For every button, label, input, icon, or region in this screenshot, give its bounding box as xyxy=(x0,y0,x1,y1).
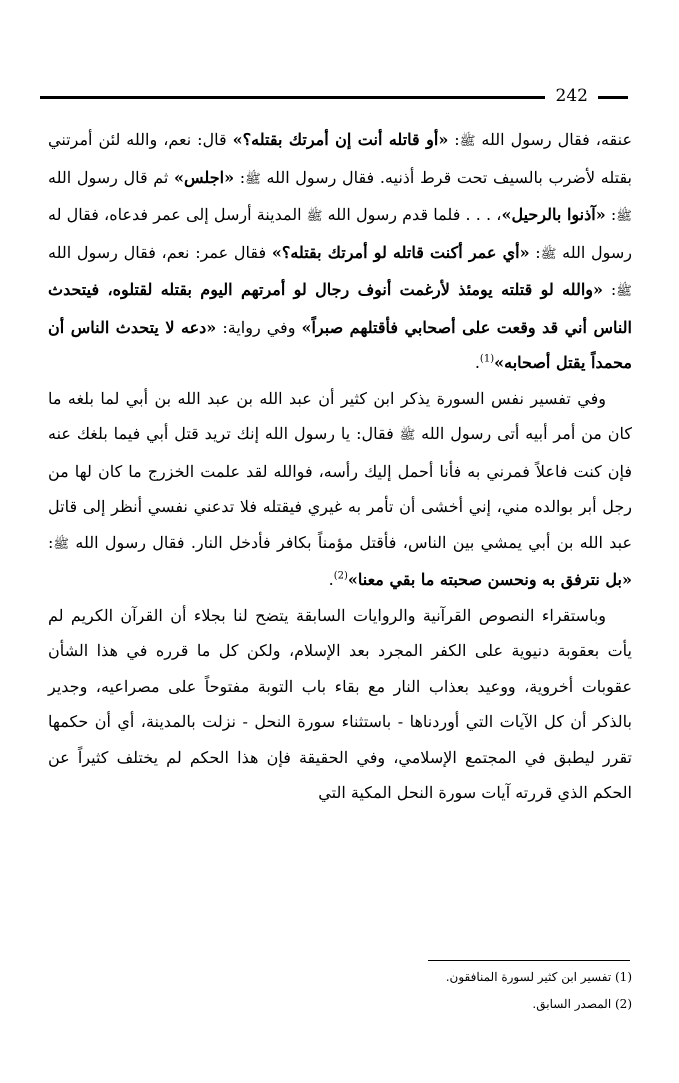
text: عنقه، فقال رسول الله xyxy=(475,130,632,149)
hadith-quote: «أو قاتله أنت إن أمرتك بقتله؟» xyxy=(232,130,449,149)
paragraph-2 xyxy=(48,381,632,598)
text: : xyxy=(605,205,617,224)
text: . xyxy=(328,570,334,589)
hadith-quote: «والله لو قتلته يومئذ لأرغمت أنوف رجال لو أمرتهم اليوم بقتله لقتلوه، فيتحدث الناس أني قد وقعت على أصحابي فأقتلهم صبراً» xyxy=(48,280,632,337)
salla-symbol: ﷺ xyxy=(53,536,70,552)
footnotes xyxy=(48,964,632,1018)
salla-symbol: ﷺ xyxy=(616,284,632,299)
paragraph-1 xyxy=(48,122,632,381)
text: المدينة أرسل إلى عمر فدعاه، فقال له رسول الله xyxy=(48,205,633,262)
footnote-1: (1) تفسير ابن كثير لسورة المنافقون. xyxy=(445,970,632,984)
footnote-ref-2[interactable]: (2) xyxy=(333,570,348,582)
salla-symbol: ﷺ xyxy=(399,428,416,443)
hadith-quote: «اجلس» xyxy=(174,167,235,187)
text: فقال عمر: نعم، فقال رسول الله xyxy=(48,242,272,262)
header-rule xyxy=(40,96,545,99)
text: : xyxy=(603,280,617,299)
text: وفي رواية: xyxy=(216,317,302,337)
text: ثم قال رسول الله xyxy=(48,167,175,187)
header-rule-short xyxy=(598,96,628,99)
salla-symbol: ﷺ xyxy=(540,246,557,262)
salla-symbol: ﷺ xyxy=(616,209,632,224)
text: : xyxy=(48,532,54,552)
text: : xyxy=(234,167,246,187)
salla-symbol: ﷺ xyxy=(306,209,323,224)
hadith-quote: «آذنوا بالرحيل» xyxy=(501,205,606,224)
text: . xyxy=(474,353,480,372)
text: قال: نعم، والله لئن أمرتني بقتله لأضرب بالسيف تحت قرط أذنيه. فقال رسول الله xyxy=(48,130,633,187)
salla-symbol: ﷺ xyxy=(245,171,261,187)
footnote-separator xyxy=(428,960,630,961)
footnote-ref-1[interactable]: (1) xyxy=(479,353,495,365)
salla-symbol: ﷺ xyxy=(459,134,476,149)
hadith-quote: «أي عمر أكنت قاتله لو أمرتك بقتله؟» xyxy=(271,242,530,262)
main-text xyxy=(48,122,632,811)
hadith-quote: «بل نترفق به ونحسن صحبته ما بقي معنا» xyxy=(347,570,632,589)
text: : xyxy=(529,242,541,262)
footnote-2: (2) المصدر السابق. xyxy=(532,997,632,1011)
hadith-quote: «دعه لا يتحدث الناس أن محمداً يقتل أصحابه» xyxy=(48,317,632,372)
text: وفي تفسير نفس السورة يذكر ابن كثير أن عبد الله بن عبد الله بن أبي لما بلغه ما كان من أمر أبيه أتى رسول الله xyxy=(48,388,632,443)
page-header xyxy=(40,84,628,108)
paragraph-3: وباستقراء النصوص القرآنية والروايات السابقة يتضح لنا بجلاء أن القرآن الكريم لم يأت بعقوبة دنيوية على الكفر المجرد بعد الإسلام، ولكن كل ما قرره في هذا الشأن عقوبات أخروية، ووعيد بعذاب النار مع بقاء باب التوبة مفتوحاً على مصراعيه، وجدير بالذكر أن كل الآيات التي أوردناها - باستثناء سورة النحل - نزلت بالمدينة، أي أن حكمها تقرر ليطبق في المجتمع الإسلامي، وفي الحقيقة فإن هذا الحكم لم يختلف كثيراً عن الحكم الذي قررته آيات سورة النحل المكية التي xyxy=(48,605,632,802)
text: : xyxy=(448,130,460,149)
page-number: 242 xyxy=(555,86,588,106)
text: ، . . . فلما قدم رسول الله xyxy=(322,205,502,224)
text: فقال: يا رسول الله إنك تريد قتل أبي فيما بلغك عنه فإن كنت فاعلاً فمرني به فأنا أحمل إليك رأسه، فوالله لقد علمت الخزرج ما كان لها من رجل أبر بوالده مني، إني أخشى أن تأمر به غيري فيقتله فلا تدعني نفسي أنظر إلى قاتل عبد الله بن أبي يمشي بين الناس، فأقتل مؤمناً بكافر فأدخل النار. فقال رسول الله xyxy=(48,424,632,552)
